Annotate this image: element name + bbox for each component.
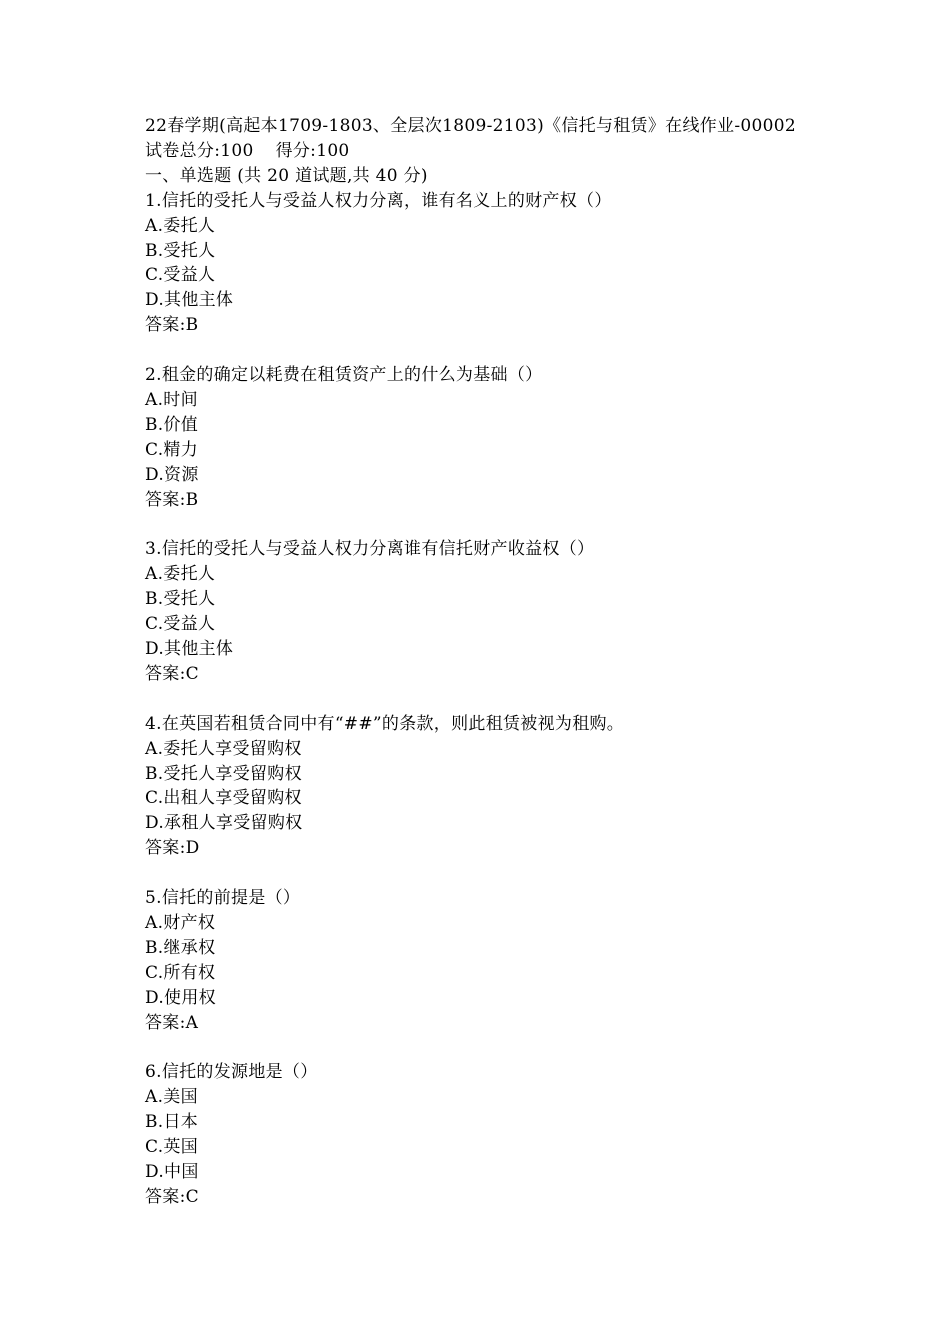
- option-c: C.受益人: [145, 614, 216, 635]
- section-heading: 一、单选题 (共 20 道试题,共 40 分): [145, 165, 428, 186]
- question-answer: 答案:C: [145, 1186, 199, 1207]
- question-answer: 答案:A: [145, 1012, 199, 1033]
- option-c: C.出租人享受留购权: [145, 788, 302, 809]
- question-answer: 答案:B: [145, 489, 199, 510]
- option-d: D.资源: [145, 464, 199, 485]
- option-d: D.其他主体: [145, 639, 234, 659]
- option-b: B.继承权: [145, 937, 216, 958]
- question-stem: 2.租金的确定以耗费在租赁资产上的什么为基础（）: [145, 365, 543, 386]
- question-answer: 答案:D: [145, 838, 200, 859]
- option-b: B.受托人: [145, 240, 216, 261]
- question-item: [145, 886, 925, 1035]
- option-d: D.其他主体: [145, 290, 234, 311]
- question-item: [145, 1060, 925, 1209]
- document-page: [145, 114, 925, 1210]
- question-stem: 3.信托的受托人与受益人权力分离谁有信托财产收益权（）: [145, 539, 595, 560]
- question-stem: 6.信托的发源地是（）: [145, 1062, 318, 1083]
- option-b: B.价值: [145, 414, 199, 435]
- option-a: A.委托人: [145, 564, 216, 585]
- question-item: [145, 712, 925, 861]
- exam-title: 22春学期(高起本1709-1803、全层次1809-2103)《信托与租赁》在线作业-00002: [145, 116, 796, 136]
- option-b: B.受托人: [145, 589, 216, 610]
- option-b: B.受托人享受留购权: [145, 763, 302, 784]
- total-score: 试卷总分:100: [145, 140, 254, 161]
- question-stem: 4.在英国若租赁合同中有“##”的条款，则此租赁被视为租购。: [145, 713, 625, 734]
- option-a: A.美国: [145, 1087, 198, 1108]
- question-item: [145, 189, 925, 338]
- option-c: C.受益人: [145, 265, 216, 286]
- option-b: B.日本: [145, 1112, 199, 1133]
- option-a: A.时间: [145, 389, 198, 410]
- option-a: A.财产权: [145, 912, 216, 933]
- question-list: [145, 189, 925, 1210]
- got-score: 得分:100: [275, 140, 350, 161]
- option-a: A.委托人: [145, 215, 216, 236]
- option-d: D.中国: [145, 1161, 199, 1182]
- score-summary: [145, 139, 925, 164]
- option-c: C.所有权: [145, 962, 216, 983]
- option-a: A.委托人享受留购权: [145, 738, 302, 759]
- question-item: [145, 537, 925, 686]
- option-c: C.精力: [145, 439, 199, 460]
- question-item: [145, 363, 925, 512]
- question-stem: 5.信托的前提是（）: [145, 888, 301, 909]
- option-c: C.英国: [145, 1137, 199, 1158]
- option-d: D.使用权: [145, 987, 216, 1008]
- option-d: D.承租人享受留购权: [145, 813, 303, 834]
- question-stem: 1.信托的受托人与受益人权力分离，谁有名义上的财产权（）: [145, 190, 612, 211]
- question-answer: 答案:B: [145, 315, 199, 336]
- question-answer: 答案:C: [145, 663, 199, 684]
